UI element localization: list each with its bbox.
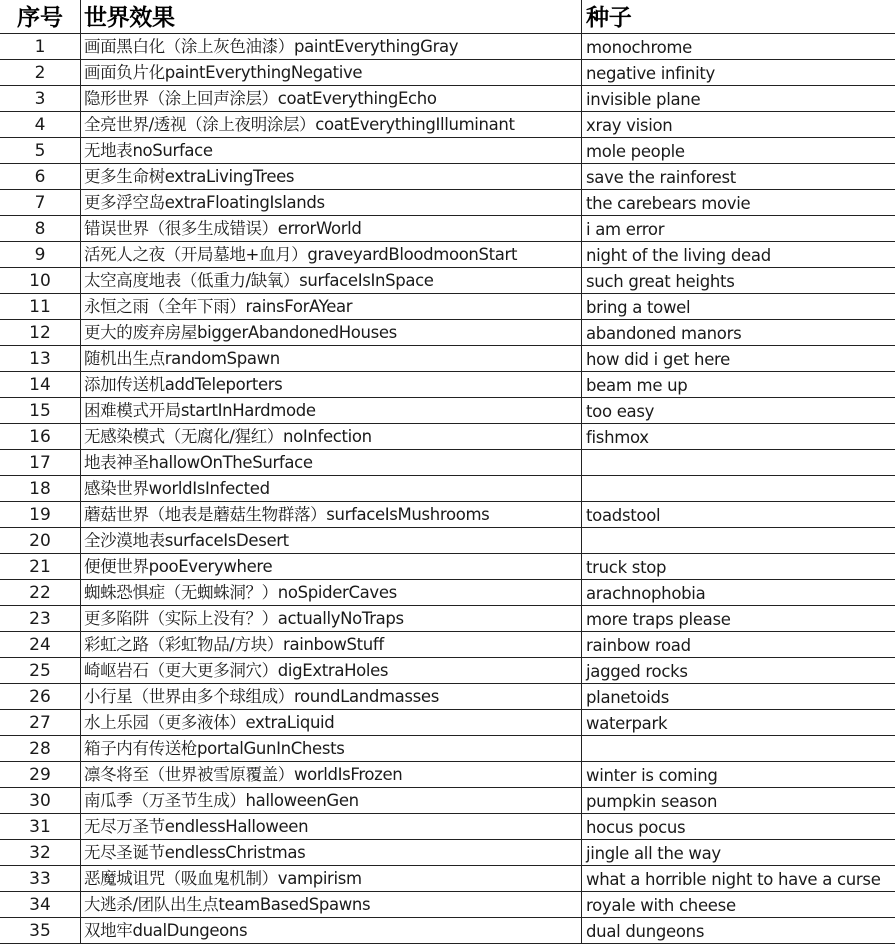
table-row: [0, 268, 895, 294]
index-cell[interactable]: 23: [0, 606, 81, 631]
table-row: [0, 346, 895, 372]
seed-cell[interactable]: bring a towel: [586, 298, 691, 317]
effect-cell[interactable]: 无尽万圣节endlessHalloween: [81, 814, 582, 839]
table-row: [0, 684, 895, 710]
table-row: [0, 554, 895, 580]
table-row: [0, 580, 895, 606]
effect-cell[interactable]: 更多浮空岛extraFloatingIslands: [81, 190, 582, 215]
seed-cell[interactable]: jingle all the way: [586, 844, 721, 863]
effect-cell[interactable]: 画面负片化paintEverythingNegative: [81, 60, 582, 85]
table-row: [0, 138, 895, 164]
effect-cell[interactable]: 更多生命树extraLivingTrees: [81, 164, 582, 189]
table-row: [0, 294, 895, 320]
table-row: [0, 372, 895, 398]
index-cell[interactable]: 17: [0, 450, 81, 475]
seed-cell[interactable]: what a horrible night to have a curse: [586, 870, 881, 889]
effect-cell[interactable]: 困难模式开局startInHardmode: [81, 398, 582, 423]
table-row: [0, 190, 895, 216]
index-cell[interactable]: 19: [0, 502, 81, 527]
seed-cell[interactable]: truck stop: [586, 558, 667, 577]
effect-cell[interactable]: 更多陷阱（实际上没有？）actuallyNoTraps: [81, 606, 582, 631]
index-cell[interactable]: 11: [0, 294, 81, 319]
effect-cell[interactable]: 蜘蛛恐惧症（无蜘蛛洞？）noSpiderCaves: [81, 580, 582, 605]
index-cell[interactable]: 35: [0, 918, 81, 943]
table-row: [0, 866, 895, 892]
table-row: [0, 424, 895, 450]
index-cell[interactable]: 2: [0, 60, 81, 85]
table-row: [0, 398, 895, 424]
seed-cell[interactable]: xray vision: [586, 116, 673, 135]
seed-cell[interactable]: arachnophobia: [586, 584, 706, 603]
seed-cell[interactable]: how did i get here: [586, 350, 731, 369]
seed-cell[interactable]: [582, 528, 895, 553]
table-row: [0, 710, 895, 736]
seed-cell[interactable]: pumpkin season: [586, 792, 718, 811]
seed-cell[interactable]: such great heights: [586, 272, 735, 291]
index-cell[interactable]: 1: [0, 34, 81, 59]
table-row: [0, 814, 895, 840]
index-cell[interactable]: 32: [0, 840, 81, 865]
effect-cell[interactable]: 活死人之夜（开局墓地+血月）graveyardBloodmoonStart: [81, 242, 582, 267]
effect-cell[interactable]: 南瓜季（万圣节生成）halloweenGen: [81, 788, 582, 813]
seed-cell[interactable]: planetoids: [586, 688, 669, 707]
index-cell[interactable]: 26: [0, 684, 81, 709]
index-cell[interactable]: 8: [0, 216, 81, 241]
table-body: [0, 34, 895, 944]
seed-cell[interactable]: monochrome: [586, 38, 692, 57]
effect-cell[interactable]: 双地牢dualDungeons: [81, 918, 582, 943]
table-row: [0, 736, 895, 762]
seed-cell[interactable]: the carebears movie: [586, 194, 751, 213]
index-cell[interactable]: 13: [0, 346, 81, 371]
index-cell[interactable]: 18: [0, 476, 81, 501]
seed-cell[interactable]: invisible plane: [586, 90, 701, 109]
seed-cell[interactable]: beam me up: [586, 376, 688, 395]
index-cell[interactable]: 7: [0, 190, 81, 215]
header-seed: 种子: [586, 5, 632, 31]
seed-cell[interactable]: more traps please: [586, 610, 731, 629]
index-cell[interactable]: 16: [0, 424, 81, 449]
seed-cell[interactable]: toadstool: [586, 506, 661, 525]
header-effect: 世界效果: [81, 0, 582, 33]
seed-cell[interactable]: negative infinity: [586, 64, 716, 83]
effect-cell[interactable]: 隐形世界（涂上回声涂层）coatEverythingEcho: [81, 86, 582, 111]
seed-cell[interactable]: fishmox: [586, 428, 649, 447]
index-cell[interactable]: 34: [0, 892, 81, 917]
seed-cell[interactable]: jagged rocks: [586, 662, 688, 681]
table-row: [0, 320, 895, 346]
seed-cell[interactable]: [582, 736, 895, 761]
table-row: [0, 216, 895, 242]
seed-cell[interactable]: night of the living dead: [586, 246, 771, 265]
effect-cell[interactable]: 便便世界pooEverywhere: [81, 554, 582, 579]
table-row: [0, 528, 895, 554]
seed-cell[interactable]: i am error: [586, 220, 665, 239]
seed-cell[interactable]: save the rainforest: [586, 168, 736, 187]
table-row: [0, 112, 895, 138]
effect-cell[interactable]: 崎岖岩石（更大更多洞穴）digExtraHoles: [81, 658, 582, 683]
table-row: [0, 762, 895, 788]
index-cell[interactable]: 3: [0, 86, 81, 111]
table-row: [0, 632, 895, 658]
table-row: [0, 502, 895, 528]
table-row: [0, 164, 895, 190]
effect-cell[interactable]: 小行星（世界由多个球组成）roundLandmasses: [81, 684, 582, 709]
effect-cell[interactable]: 太空高度地表（低重力/缺氧）surfaceIsInSpace: [81, 268, 582, 293]
table-row: [0, 86, 895, 112]
effect-cell[interactable]: 全亮世界/透视（涂上夜明涂层）coatEverythingIlluminant: [81, 112, 582, 137]
index-cell[interactable]: 33: [0, 866, 81, 891]
index-cell[interactable]: 29: [0, 762, 81, 787]
table-row: [0, 658, 895, 684]
header-index: 序号: [0, 0, 81, 33]
effect-cell[interactable]: 随机出生点randomSpawn: [81, 346, 582, 371]
table-row: [0, 242, 895, 268]
index-cell[interactable]: 10: [0, 268, 81, 293]
seed-cell[interactable]: too easy: [586, 402, 655, 421]
effect-cell[interactable]: 水上乐园（更多液体）extraLiquid: [81, 710, 582, 735]
effect-cell[interactable]: 画面黑白化（涂上灰色油漆）paintEverythingGray: [81, 34, 582, 59]
seed-cell[interactable]: dual dungeons: [586, 922, 705, 941]
table-row: [0, 450, 895, 476]
index-cell[interactable]: 27: [0, 710, 81, 735]
table-row: [0, 34, 895, 60]
seed-cell[interactable]: [582, 476, 895, 501]
effect-cell[interactable]: 蘑菇世界（地表是蘑菇生物群落）surfaceIsMushrooms: [81, 502, 582, 527]
index-cell[interactable]: 30: [0, 788, 81, 813]
seed-cell[interactable]: hocus pocus: [586, 818, 686, 837]
effect-cell[interactable]: 永恒之雨（全年下雨）rainsForAYear: [81, 294, 582, 319]
effect-cell[interactable]: 更大的废弃房屋biggerAbandonedHouses: [81, 320, 582, 345]
table-row: [0, 60, 895, 86]
effect-cell[interactable]: 无地表noSurface: [81, 138, 582, 163]
effect-cell[interactable]: 彩虹之路（彩虹物品/方块）rainbowStuff: [81, 632, 582, 657]
seed-cell[interactable]: rainbow road: [586, 636, 691, 655]
index-cell[interactable]: 14: [0, 372, 81, 397]
index-cell[interactable]: 21: [0, 554, 81, 579]
seed-cell[interactable]: winter is coming: [586, 766, 718, 785]
index-cell[interactable]: 24: [0, 632, 81, 657]
index-cell[interactable]: 25: [0, 658, 81, 683]
table-row: [0, 476, 895, 502]
effect-cell[interactable]: 添加传送机addTeleporters: [81, 372, 582, 397]
index-cell[interactable]: 6: [0, 164, 81, 189]
index-cell[interactable]: 31: [0, 814, 81, 839]
seed-cell[interactable]: waterpark: [586, 714, 668, 733]
effect-cell[interactable]: 凛冬将至（世界被雪原覆盖）worldIsFrozen: [81, 762, 582, 787]
seed-cell[interactable]: abandoned manors: [586, 324, 742, 343]
index-cell[interactable]: 5: [0, 138, 81, 163]
effect-cell[interactable]: 错误世界（很多生成错误）errorWorld: [81, 216, 582, 241]
seed-cell[interactable]: mole people: [586, 142, 685, 161]
effect-cell[interactable]: 无尽圣诞节endlessChristmas: [81, 840, 582, 865]
effect-cell[interactable]: 大逃杀/团队出生点teamBasedSpawns: [81, 892, 582, 917]
seed-cell[interactable]: royale with cheese: [586, 896, 736, 915]
table-row: [0, 788, 895, 814]
effect-cell[interactable]: 恶魔城诅咒（吸血鬼机制）vampirism: [81, 866, 582, 891]
effect-cell[interactable]: 全沙漠地表surfaceIsDesert: [81, 528, 582, 553]
seed-cell[interactable]: [582, 450, 895, 475]
index-cell[interactable]: 22: [0, 580, 81, 605]
effect-cell[interactable]: 地表神圣hallowOnTheSurface: [81, 450, 582, 475]
index-cell[interactable]: 15: [0, 398, 81, 423]
effect-cell[interactable]: 感染世界worldIsInfected: [81, 476, 582, 501]
index-cell[interactable]: 28: [0, 736, 81, 761]
effect-cell[interactable]: 无感染模式（无腐化/猩红）noInfection: [81, 424, 582, 449]
index-cell[interactable]: 12: [0, 320, 81, 345]
index-cell[interactable]: 20: [0, 528, 81, 553]
table-header-row: [0, 0, 895, 34]
table-row: [0, 892, 895, 918]
table-row: [0, 606, 895, 632]
index-cell[interactable]: 4: [0, 112, 81, 137]
effect-cell[interactable]: 箱子内有传送枪portalGunInChests: [81, 736, 582, 761]
index-cell[interactable]: 9: [0, 242, 81, 267]
table-row: [0, 840, 895, 866]
table-row: [0, 918, 895, 944]
